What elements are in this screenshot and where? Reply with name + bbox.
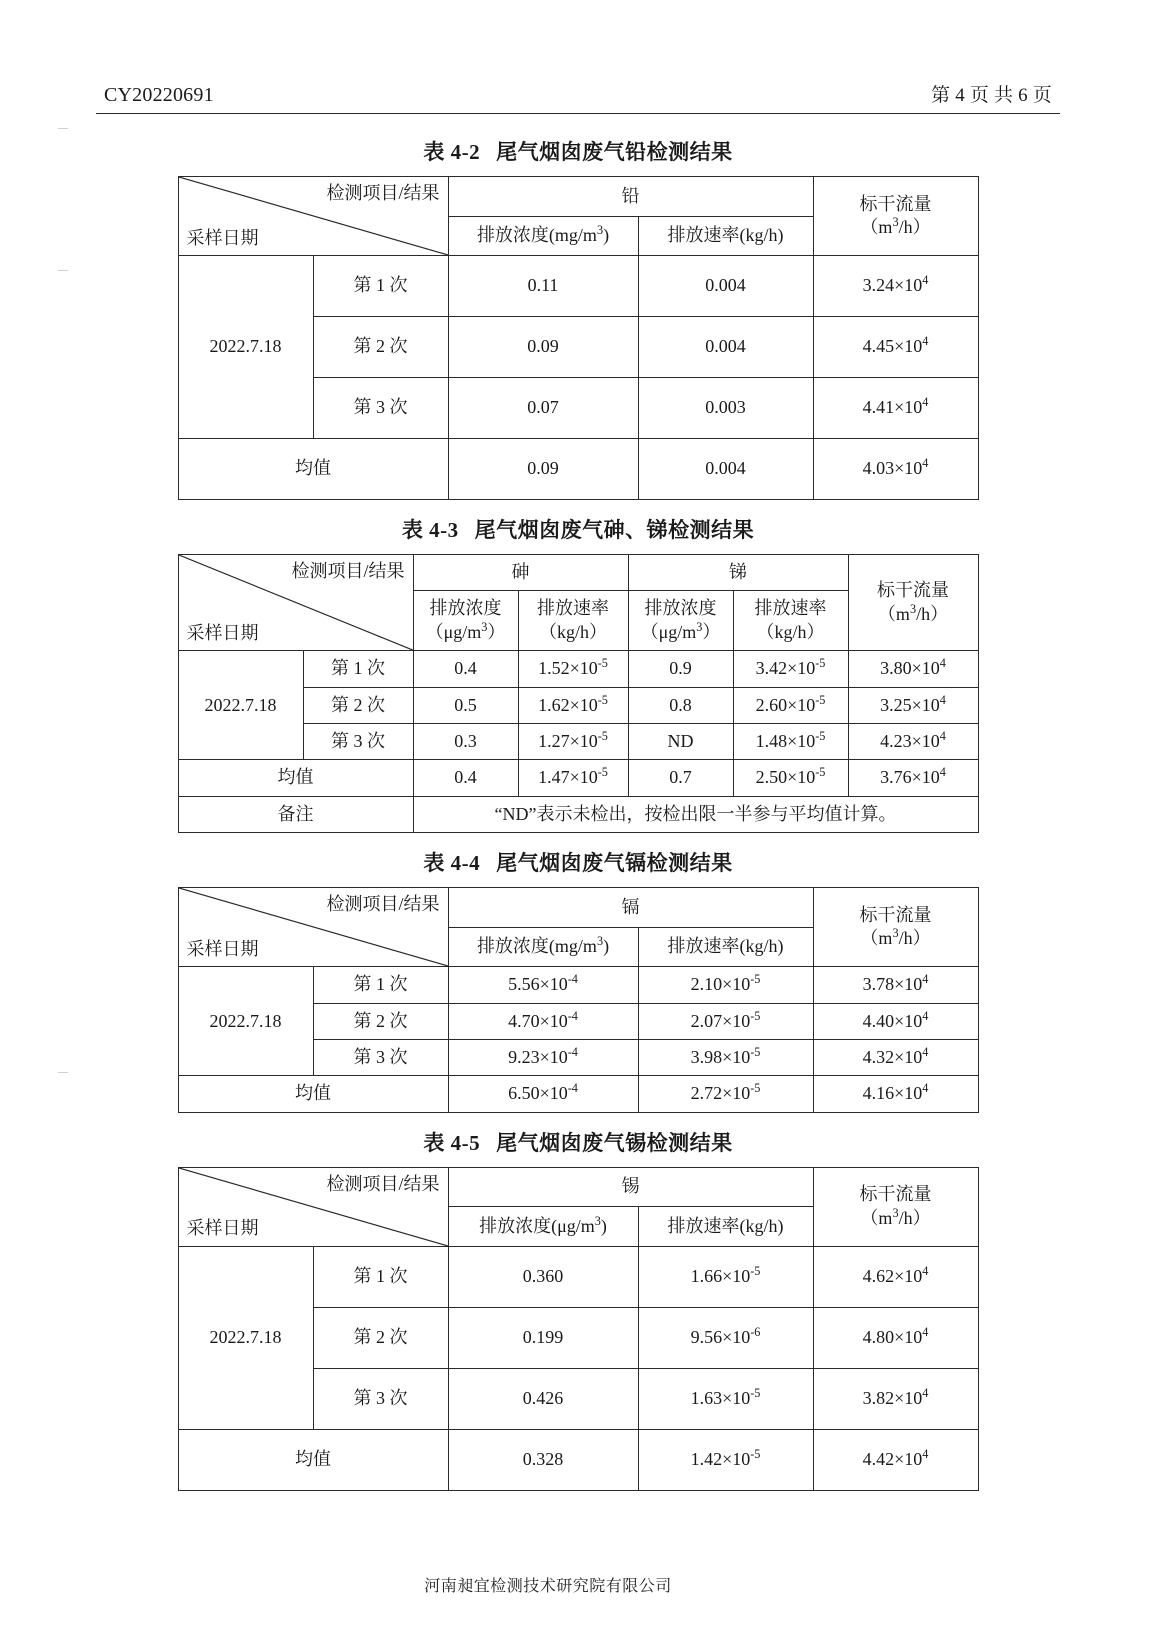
flow-value: $3.24\times 10^4$: [813, 256, 978, 317]
table-title: 尾气烟囱废气砷、锑检测结果: [474, 518, 755, 542]
table-number: 表 4-5: [423, 1130, 481, 1155]
table-title: 尾气烟囱废气镉检测结果: [496, 851, 733, 876]
conc-value: 0.09: [448, 317, 638, 378]
conc-header: 排放浓度$(mg/m^3)$: [448, 927, 638, 967]
conc-label: 排放浓度: [429, 598, 502, 619]
rate-value: $2.07\times 10^{-5}$: [638, 1003, 813, 1039]
mean-rate: $1.42\times 10^{-5}$: [638, 1429, 813, 1490]
flow-value: $4.41\times 10^4$: [813, 378, 978, 439]
corner-label-bottom: 采样日期: [186, 1218, 259, 1239]
antimony-conc: 0.8: [628, 687, 733, 723]
sample-date: 2022.7.18: [178, 651, 303, 760]
table-row: [178, 256, 978, 317]
table-mean-row: [178, 1076, 978, 1112]
table-caption-4-2: [96, 136, 1060, 166]
rate-value: $1.66\times 10^{-5}$: [638, 1246, 813, 1307]
flow-header-line2: $(m^3/h)$: [860, 1205, 931, 1228]
mean-flow: $4.42\times 10^4$: [813, 1429, 978, 1490]
pollutant-header: 锡: [448, 1167, 813, 1207]
conc-value: 0.360: [448, 1246, 638, 1307]
flow-header-line2: $(m^3/h)$: [877, 601, 949, 624]
table-title: 尾气烟囱废气锡检测结果: [496, 1130, 733, 1155]
flow-value: $4.23\times 10^4$: [848, 723, 978, 759]
corner-cell: [178, 888, 448, 967]
mean-label: 均值: [178, 1429, 448, 1490]
rate-value: $9.56\times 10^{-6}$: [638, 1307, 813, 1368]
table-4-2: [178, 176, 979, 500]
conc-unit: $(\mu g/m^3)$: [425, 619, 506, 642]
antimony-rate: $1.48\times 10^{-5}$: [733, 723, 848, 759]
corner-label-top: 检测项目/结果: [326, 1173, 440, 1194]
mean-label: 均值: [178, 439, 448, 500]
table-row: [178, 967, 978, 1003]
mean-flow: $4.16\times 10^4$: [813, 1076, 978, 1112]
mean-arsenic-rate: $1.47\times 10^{-5}$: [518, 760, 628, 796]
conc-header: 排放浓度$(mg/m^3)$: [448, 216, 638, 256]
corner-label-top: 检测项目/结果: [326, 183, 440, 203]
page-footer: [0, 1573, 1156, 1596]
rate-value: 0.003: [638, 378, 813, 439]
table-block-4-2: [96, 136, 1060, 500]
flow-value: $4.45\times 10^4$: [813, 317, 978, 378]
mean-rate: 0.004: [638, 439, 813, 500]
rate-header: 排放速率(kg/h): [638, 216, 813, 256]
arsenic-conc: 0.3: [413, 723, 518, 759]
run-label: 第 2 次: [303, 687, 413, 723]
pollutant-header: 镉: [448, 888, 813, 928]
table-caption-4-4: [96, 847, 1060, 877]
arsenic-rate: $1.27\times 10^{-5}$: [518, 723, 628, 759]
page-number: 第 4 页 共 6 页: [931, 85, 1052, 106]
flow-value: $4.80\times 10^4$: [813, 1307, 978, 1368]
run-label: 第 2 次: [313, 1003, 448, 1039]
flow-header-line1: 标干流量: [877, 580, 949, 601]
run-label: 第 3 次: [303, 723, 413, 759]
table-mean-row: [178, 439, 978, 500]
flow-value: $3.78\times 10^4$: [813, 967, 978, 1003]
run-label: 第 1 次: [303, 651, 413, 687]
table-number: 表 4-2: [423, 140, 481, 164]
rate-label: 排放速率: [537, 598, 609, 619]
flow-value: $3.80\times 10^4$: [848, 651, 978, 687]
mean-conc: 0.09: [448, 439, 638, 500]
table-4-5: [178, 1167, 979, 1491]
conc-header-arsenic: [413, 591, 518, 651]
rate-unit: （kg/h）: [756, 621, 825, 642]
mean-label: 均值: [178, 1076, 448, 1112]
flow-header-line2: $(m^3/h)$: [860, 215, 931, 237]
flow-header-line2: $(m^3/h)$: [860, 926, 931, 949]
table-mean-row: [178, 760, 978, 796]
corner-label-top: 检测项目/结果: [291, 561, 405, 581]
margin-mark: [58, 1072, 68, 1073]
mean-flow: $4.03\times 10^4$: [813, 439, 978, 500]
table-mean-row: [178, 1429, 978, 1490]
flow-value: $3.82\times 10^4$: [813, 1368, 978, 1429]
antimony-conc: ND: [628, 723, 733, 759]
table-row: [178, 651, 978, 687]
sample-date: 2022.7.18: [178, 967, 313, 1076]
report-code: CY20220691: [104, 84, 214, 106]
run-label: 第 2 次: [313, 1307, 448, 1368]
arsenic-rate: $1.52\times 10^{-5}$: [518, 651, 628, 687]
conc-label: 排放浓度: [644, 598, 717, 619]
pollutant-header: 铅: [448, 177, 813, 217]
run-label: 第 1 次: [313, 967, 448, 1003]
mean-arsenic-conc: 0.4: [413, 760, 518, 796]
flow-header: [848, 555, 978, 651]
pollutant-header-antimony: 锑: [628, 555, 848, 591]
run-label: 第 2 次: [313, 317, 448, 378]
flow-value: $3.25\times 10^4$: [848, 687, 978, 723]
flow-header: [813, 888, 978, 967]
corner-cell: [178, 177, 448, 256]
mean-rate: $2.72\times 10^{-5}$: [638, 1076, 813, 1112]
flow-value: $4.40\times 10^4$: [813, 1003, 978, 1039]
page-header: [96, 80, 1060, 114]
flow-header-line1: 标干流量: [859, 904, 932, 925]
corner-cell: [178, 1167, 448, 1246]
table-4-4: [178, 887, 979, 1113]
arsenic-rate: $1.62\times 10^{-5}$: [518, 687, 628, 723]
conc-value: 0.199: [448, 1307, 638, 1368]
conc-value: 0.07: [448, 378, 638, 439]
rate-value: $2.10\times 10^{-5}$: [638, 967, 813, 1003]
corner-label-top: 检测项目/结果: [326, 894, 440, 915]
rate-header-antimony: [733, 591, 848, 651]
corner-label-bottom: 采样日期: [186, 938, 259, 959]
sample-date: 2022.7.18: [178, 1246, 313, 1429]
table-header-row: [178, 177, 978, 217]
mean-conc: 0.328: [448, 1429, 638, 1490]
mean-conc: $6.50\times 10^{-4}$: [448, 1076, 638, 1112]
antimony-rate: $2.60\times 10^{-5}$: [733, 687, 848, 723]
table-block-4-4: [96, 847, 1060, 1113]
flow-header: [813, 177, 978, 256]
conc-value: $9.23\times 10^{-4}$: [448, 1039, 638, 1075]
flow-value: $4.32\times 10^4$: [813, 1039, 978, 1075]
flow-header-line1: 标干流量: [859, 1184, 932, 1205]
table-number: 表 4-4: [423, 851, 481, 876]
table-row: [178, 1246, 978, 1307]
conc-value: 0.426: [448, 1368, 638, 1429]
rate-value: $3.98\times 10^{-5}$: [638, 1039, 813, 1075]
conc-value: $5.56\times 10^{-4}$: [448, 967, 638, 1003]
company-name: 河南昶宜检测技术研究院有限公司: [424, 1578, 672, 1595]
antimony-rate: $3.42\times 10^{-5}$: [733, 651, 848, 687]
rate-label: 排放速率: [754, 598, 827, 619]
flow-header: [813, 1167, 978, 1246]
table-number: 表 4-3: [401, 518, 459, 542]
rate-value: 0.004: [638, 256, 813, 317]
run-label: 第 3 次: [313, 1368, 448, 1429]
run-label: 第 1 次: [313, 256, 448, 317]
table-caption-4-5: [96, 1127, 1060, 1157]
remark-label: 备注: [178, 796, 413, 832]
conc-unit: $(\mu g/m^3)$: [640, 619, 721, 642]
table-4-3: [178, 554, 979, 833]
arsenic-conc: 0.5: [413, 687, 518, 723]
rate-value: $1.63\times 10^{-5}$: [638, 1368, 813, 1429]
arsenic-conc: 0.4: [413, 651, 518, 687]
margin-mark: [58, 270, 68, 271]
flow-value: $4.62\times 10^4$: [813, 1246, 978, 1307]
remark-text: “ND”表示未检出，按检出限一半参与平均值计算。: [413, 796, 978, 832]
sample-date: 2022.7.18: [178, 256, 313, 439]
run-label: 第 1 次: [313, 1246, 448, 1307]
run-label: 第 3 次: [313, 378, 448, 439]
mean-label: 均值: [178, 760, 413, 796]
table-remark-row: [178, 796, 978, 832]
conc-value: 0.11: [448, 256, 638, 317]
conc-header-antimony: [628, 591, 733, 651]
rate-header-arsenic: [518, 591, 628, 651]
corner-label-bottom: 采样日期: [186, 227, 259, 248]
table-title: 尾气烟囱废气铅检测结果: [496, 140, 733, 164]
mean-flow: $3.76\times 10^4$: [848, 760, 978, 796]
mean-antimony-rate: $2.50\times 10^{-5}$: [733, 760, 848, 796]
rate-header: 排放速率(kg/h): [638, 1207, 813, 1247]
table-header-row: [178, 555, 978, 591]
margin-mark: [58, 128, 68, 129]
table-block-4-3: [96, 514, 1060, 833]
antimony-conc: 0.9: [628, 651, 733, 687]
rate-unit: （kg/h）: [538, 621, 607, 642]
conc-value: $4.70\times 10^{-4}$: [448, 1003, 638, 1039]
mean-antimony-conc: 0.7: [628, 760, 733, 796]
table-block-4-5: [96, 1127, 1060, 1491]
rate-header: 排放速率(kg/h): [638, 927, 813, 967]
table-caption-4-3: [96, 514, 1060, 544]
rate-value: 0.004: [638, 317, 813, 378]
pollutant-header-arsenic: 砷: [413, 555, 628, 591]
table-header-row: [178, 888, 978, 928]
flow-header-line1: 标干流量: [859, 193, 932, 214]
conc-header: 排放浓度$(\mu g/m^3)$: [448, 1207, 638, 1247]
corner-label-bottom: 采样日期: [186, 622, 259, 643]
table-header-row: [178, 1167, 978, 1207]
run-label: 第 3 次: [313, 1039, 448, 1075]
corner-cell: [178, 555, 413, 651]
